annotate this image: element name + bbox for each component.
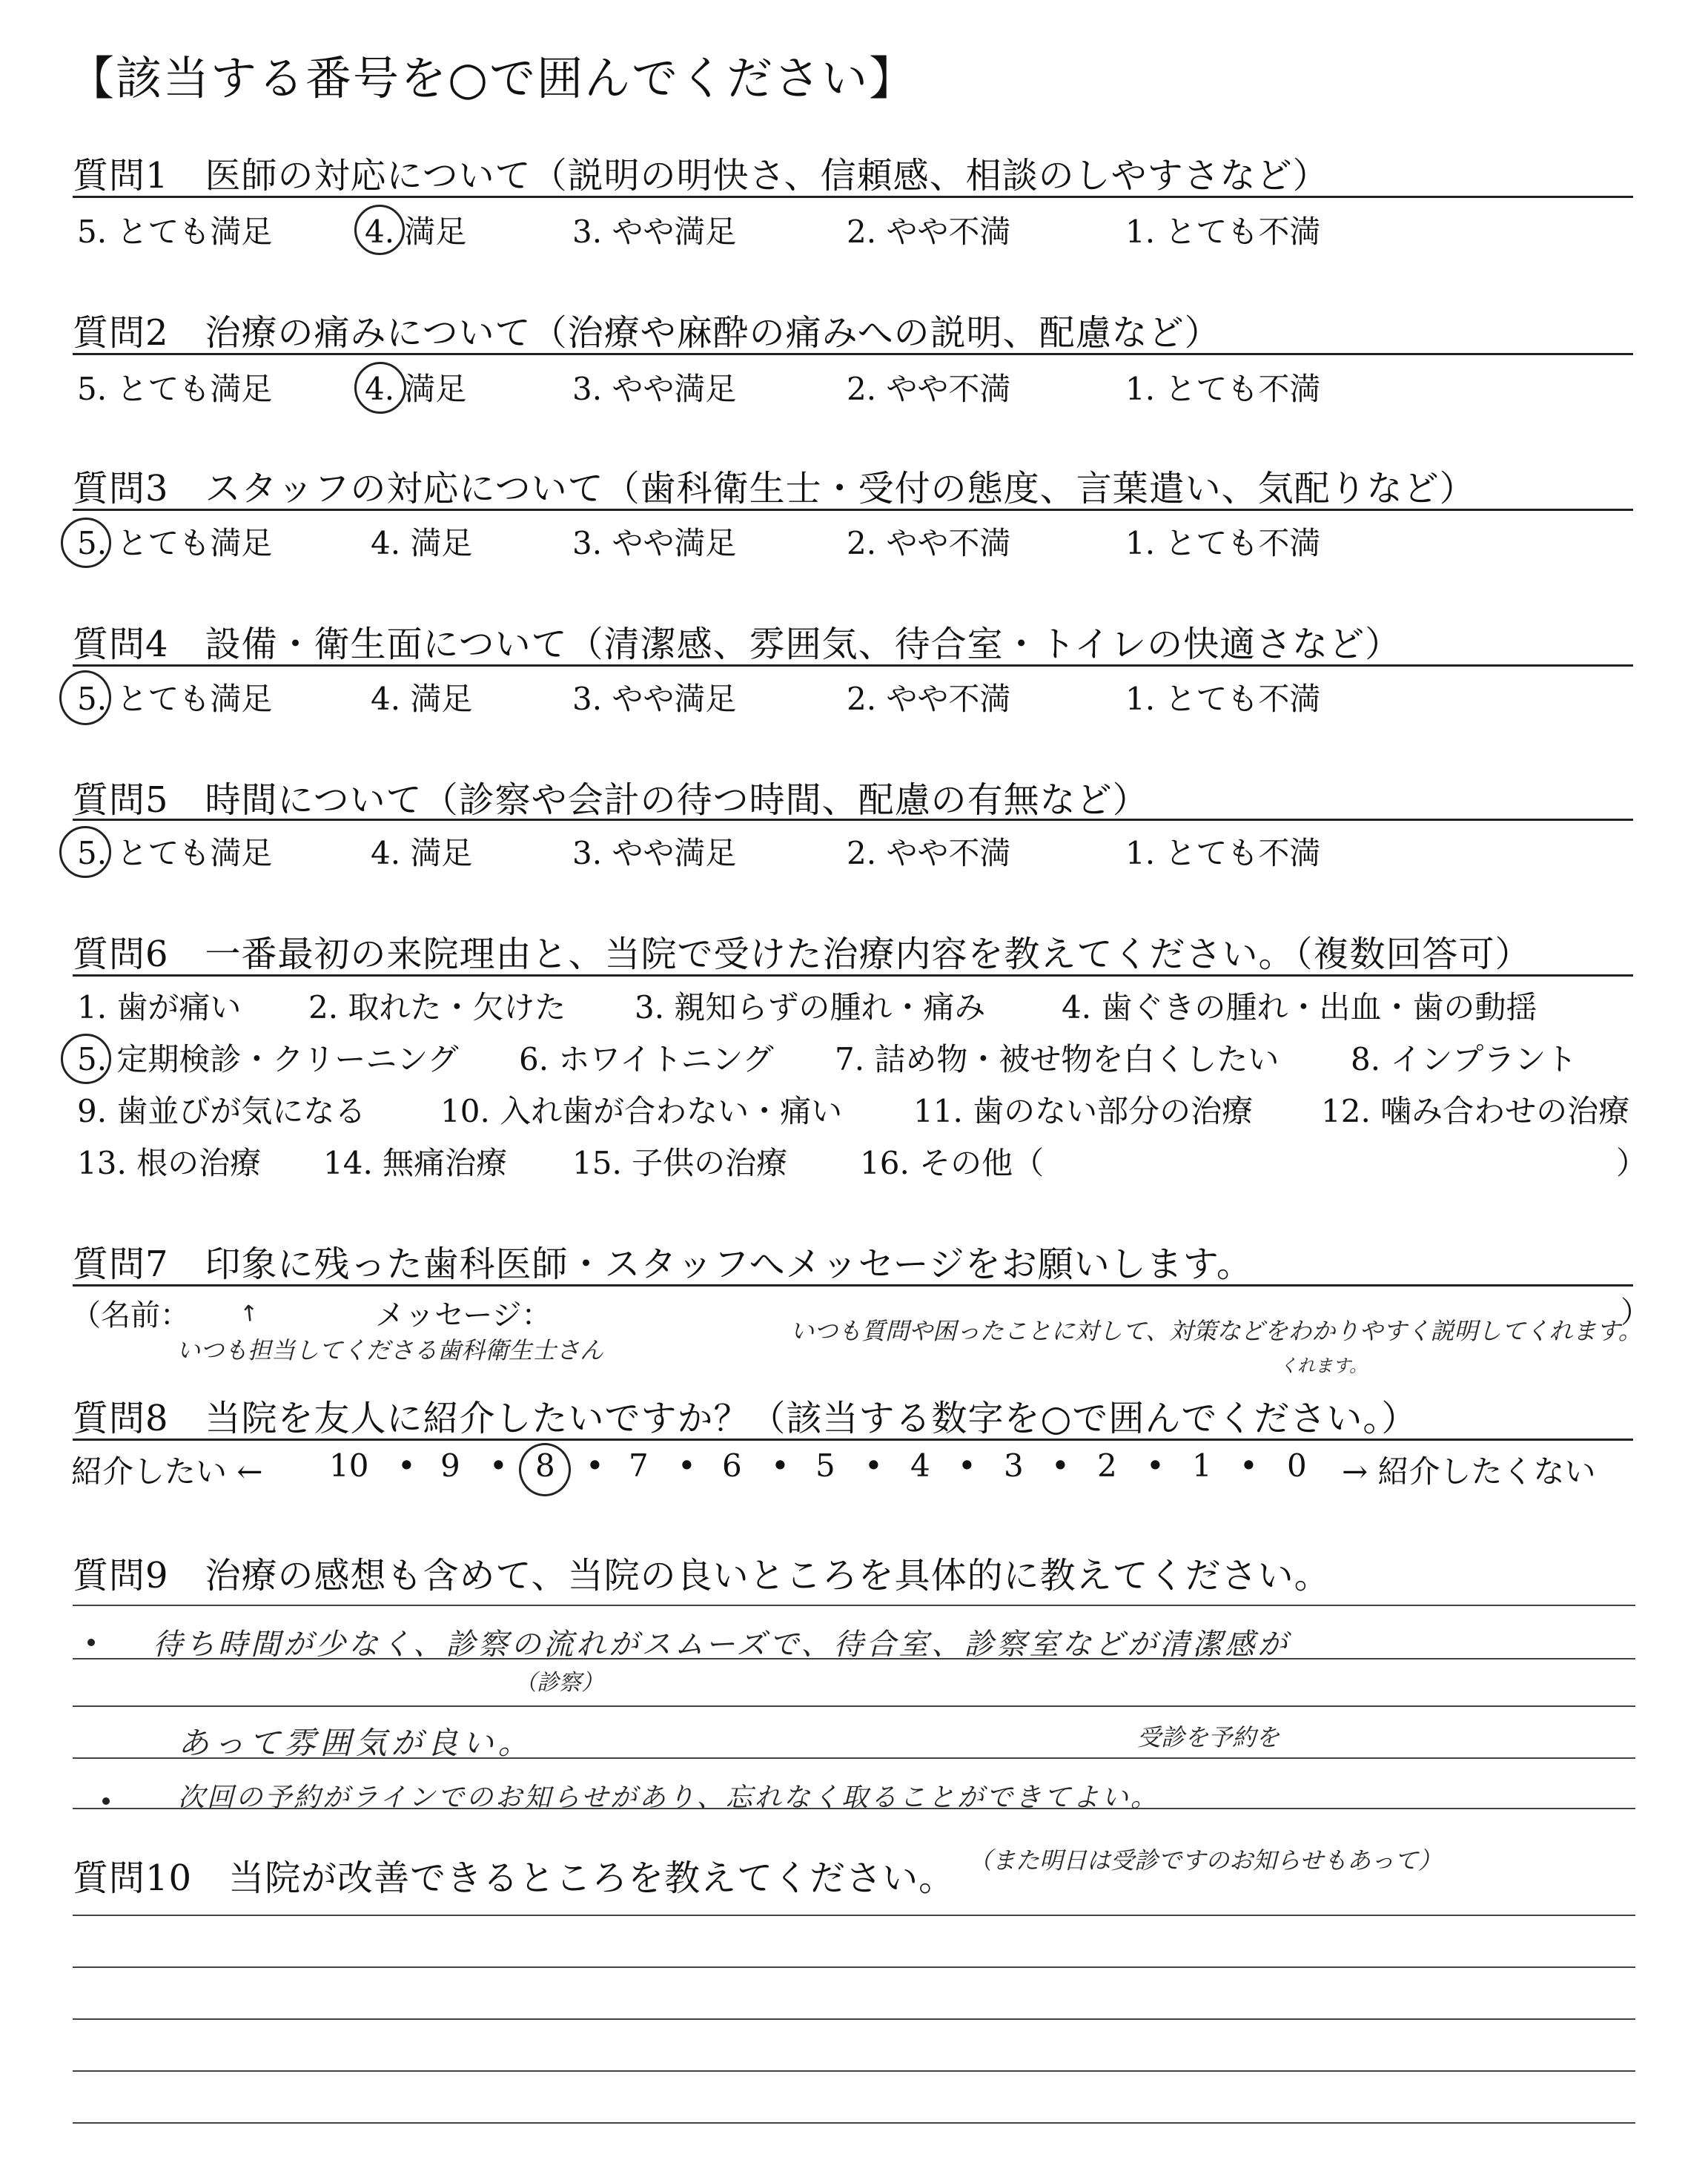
question-7-rule (73, 1284, 1633, 1287)
q8-score-10[interactable]: 10 (329, 1447, 369, 1484)
q8-dot: • (1146, 1447, 1165, 1484)
q1-option-3[interactable]: 3. やや満足 (572, 214, 737, 250)
q7-handwritten-message: いつも質問や困ったことに対して、対策などをわかりやすく説明してくれます。 (790, 1317, 1642, 1345)
q9-answer-line-3 (73, 1705, 1635, 1707)
q1-option-1[interactable]: 1. とても不満 (1125, 214, 1321, 250)
question-8-rule (73, 1439, 1633, 1441)
q6-option-11[interactable]: 11. 歯のない部分の治療 (913, 1093, 1254, 1129)
q2-option-2[interactable]: 2. やや不満 (847, 371, 1011, 407)
q1-option-2[interactable]: 2. やや不満 (847, 214, 1011, 250)
question-6-title: 質問6 一番最初の来院理由と、当院で受けた治療内容を教えてください。（複数回答可） (73, 934, 1532, 975)
q10-handwritten-note: （また明日は受診ですのお知らせもあって） (968, 1846, 1442, 1875)
q8-dot: • (771, 1447, 790, 1484)
q6-option-10[interactable]: 10. 入れ歯が合わない・痛い (440, 1093, 843, 1129)
q8-score-8[interactable]: 8 (535, 1447, 555, 1484)
q7-close-paren: ） (1621, 1295, 1650, 1330)
question-9-title: 質問9 治療の感想も含めて、当院の良いところを具体的に教えてください。 (73, 1555, 1331, 1596)
q8-dot: • (489, 1447, 508, 1484)
q8-score-2[interactable]: 2 (1097, 1447, 1117, 1484)
q8-right-label: → 紹介したくない (1342, 1453, 1596, 1490)
q6-option-8[interactable]: 8. インプラント (1351, 1041, 1578, 1077)
q9-bullet-2 (102, 1797, 110, 1805)
q6-option-4[interactable]: 4. 歯ぐきの腫れ・出血・歯の動揺 (1062, 989, 1537, 1025)
q6-selection-circle (61, 1034, 111, 1084)
q2-option-4[interactable]: 4. 満足 (365, 371, 467, 407)
q9-answer-line-1 (73, 1605, 1635, 1606)
q2-option-5[interactable]: 5. とても満足 (77, 371, 273, 407)
q5-option-1[interactable]: 1. とても不満 (1125, 835, 1321, 871)
q8-dot: • (1051, 1447, 1070, 1484)
q5-option-5[interactable]: 5. とても満足 (77, 835, 273, 871)
question-4-title: 質問4 設備・衛生面について（清潔感、雰囲気、待合室・トイレの快適さなど） (73, 624, 1402, 665)
q7-message-label: メッセージ： (375, 1298, 552, 1332)
q5-selection-circle (59, 826, 111, 878)
q1-option-5[interactable]: 5. とても満足 (77, 214, 273, 250)
q3-option-3[interactable]: 3. やや満足 (572, 525, 737, 561)
q8-dot: • (397, 1447, 416, 1484)
q3-option-4[interactable]: 4. 満足 (371, 525, 473, 561)
q9-handwritten-line-3: 次回の予約がラインでのお知らせがあり、忘れなく取ることができてよい。 (178, 1783, 1159, 1813)
q6-option-9[interactable]: 9. 歯並びが気になる (77, 1093, 366, 1129)
question-1-rule (73, 196, 1633, 198)
q2-selection-circle (354, 362, 406, 414)
q6-option-2[interactable]: 2. 取れた・欠けた (308, 989, 566, 1025)
q8-dot: • (1239, 1447, 1258, 1484)
q1-option-4[interactable]: 4. 満足 (365, 214, 467, 250)
q4-option-3[interactable]: 3. やや満足 (572, 681, 737, 717)
question-7-title: 質問7 印象に残った歯科医師・スタッフへメッセージをお願いします。 (73, 1244, 1253, 1285)
q8-selection-circle (519, 1443, 571, 1496)
q7-handwritten-name: いつも担当してくださる歯科衛生士さん (176, 1336, 604, 1364)
q6-option-12[interactable]: 12. 噛み合わせの治療 (1321, 1093, 1630, 1129)
q8-score-4[interactable]: 4 (910, 1447, 930, 1484)
q8-score-1[interactable]: 1 (1192, 1447, 1212, 1484)
q3-option-2[interactable]: 2. やや不満 (847, 525, 1011, 561)
question-5-rule (73, 819, 1633, 821)
q9-handwritten-line-2: あって雰囲気が良い。 (178, 1725, 534, 1761)
q7-handwritten-message-cont: くれます。 (1280, 1355, 1368, 1376)
q8-score-5[interactable]: 5 (815, 1447, 835, 1484)
q2-option-3[interactable]: 3. やや満足 (572, 371, 737, 407)
q8-left-label: 紹介したい ← (71, 1453, 263, 1490)
q8-dot: • (678, 1447, 696, 1484)
q10-answer-line-5 (73, 2122, 1635, 2124)
q5-option-2[interactable]: 2. やや不満 (847, 835, 1011, 871)
question-3-rule (73, 509, 1633, 511)
q9-handwritten-line-1: 待ち時間が少なく、診察の流れがスムーズで、待合室、診察室などが清潔感が (153, 1628, 1291, 1662)
q9-handwritten-insert: 受診を予約を (1137, 1723, 1280, 1751)
q4-option-2[interactable]: 2. やや不満 (847, 681, 1011, 717)
q6-option-15[interactable]: 15. 子供の治療 (572, 1145, 788, 1181)
q4-option-5[interactable]: 5. とても満足 (77, 681, 273, 717)
question-10-title: 質問10 当院が改善できるところを教えてください。 (73, 1857, 956, 1899)
q6-option-3[interactable]: 3. 親知らずの腫れ・痛み (635, 989, 986, 1025)
q8-dot: • (958, 1447, 976, 1484)
q8-dot: • (864, 1447, 883, 1484)
question-4-rule (73, 664, 1633, 667)
q10-answer-line-4 (73, 2070, 1635, 2072)
q6-option-13[interactable]: 13. 根の治療 (77, 1145, 262, 1181)
q2-option-1[interactable]: 1. とても不満 (1125, 371, 1321, 407)
q9-handwritten-correction: （診察） (514, 1670, 603, 1696)
q7-arrow-icon: ↑ (239, 1300, 260, 1328)
q8-dot: • (586, 1447, 604, 1484)
q3-selection-circle (61, 518, 111, 568)
q6-option-14[interactable]: 14. 無痛治療 (323, 1145, 508, 1181)
q8-score-9[interactable]: 9 (440, 1447, 460, 1484)
question-2-rule (73, 353, 1633, 355)
q6-other-close-paren: ） (1616, 1145, 1648, 1181)
question-5-title: 質問5 時間について（診察や会計の待つ時間、配慮の有無など） (73, 779, 1149, 821)
page-title: 【該当する番号を○で囲んでください】 (68, 51, 917, 105)
q8-score-0[interactable]: 0 (1287, 1447, 1307, 1484)
q3-option-1[interactable]: 1. とても不満 (1125, 525, 1321, 561)
q5-option-3[interactable]: 3. やや満足 (572, 835, 737, 871)
q4-option-4[interactable]: 4. 満足 (371, 681, 473, 717)
q6-option-6[interactable]: 6. ホワイトニング (519, 1041, 774, 1077)
q5-option-4[interactable]: 4. 満足 (371, 835, 473, 871)
q1-selection-circle (354, 205, 405, 255)
q8-score-7[interactable]: 7 (629, 1447, 649, 1484)
q6-option-7[interactable]: 7. 詰め物・被せ物を白くしたい (835, 1041, 1280, 1077)
q6-option-1[interactable]: 1. 歯が痛い (77, 989, 242, 1025)
q4-selection-circle (59, 670, 111, 725)
question-2-title: 質問2 治療の痛みについて（治療や麻酔の痛みへの説明、配慮など） (73, 312, 1221, 354)
q6-option-16[interactable]: 16. その他（ (860, 1145, 1045, 1181)
q3-option-5[interactable]: 5. とても満足 (77, 525, 273, 561)
question-6-rule (73, 974, 1633, 977)
q6-option-5[interactable]: 5. 定期検診・クリーニング (77, 1041, 459, 1077)
q9-bullet-1 (87, 1639, 95, 1646)
question-1-title: 質問1 医師の対応について（説明の明快さ、信頼感、相談のしやすさなど） (73, 155, 1329, 196)
question-8-title: 質問8 当院を友人に紹介したいですか？（該当する数字を○で囲んでください。） (73, 1398, 1418, 1439)
q8-score-3[interactable]: 3 (1004, 1447, 1024, 1484)
q10-answer-line-1 (73, 1915, 1635, 1916)
q8-score-6[interactable]: 6 (722, 1447, 742, 1484)
q4-option-1[interactable]: 1. とても不満 (1125, 681, 1321, 717)
q10-answer-line-2 (73, 1966, 1635, 1968)
question-3-title: 質問3 スタッフの対応について（歯科衛生士・受付の態度、言葉遣い、気配りなど） (73, 468, 1476, 509)
q7-name-label: （名前： (71, 1298, 190, 1332)
q10-answer-line-3 (73, 2018, 1635, 2020)
